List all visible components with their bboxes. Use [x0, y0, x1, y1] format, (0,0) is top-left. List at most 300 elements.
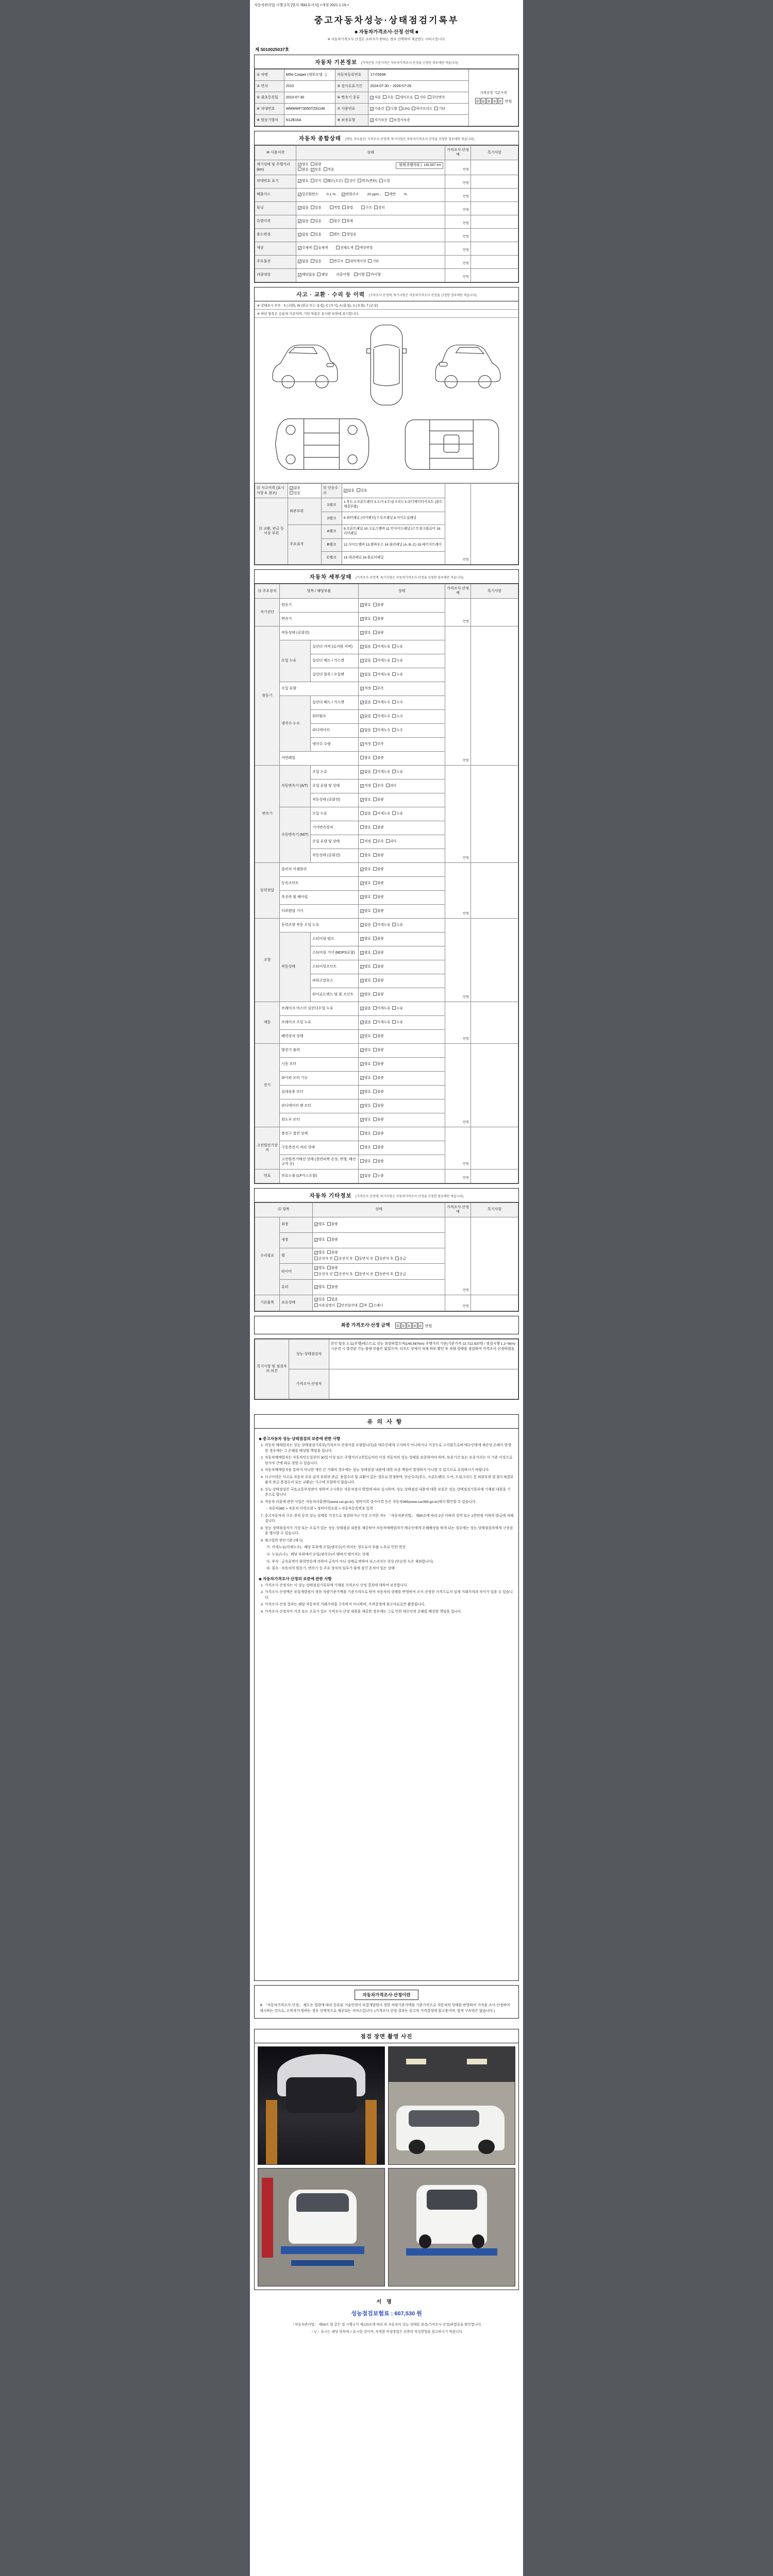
checkbox-icon	[392, 658, 396, 662]
checkbox-icon	[360, 1303, 363, 1307]
checkbox-label: 누유	[396, 645, 403, 649]
checkbox-icon	[373, 1076, 377, 1079]
checkbox-icon	[373, 937, 377, 940]
checkbox-option	[373, 1131, 384, 1137]
photo-lift-arm-shape	[291, 2260, 355, 2266]
checkbox-group	[330, 259, 381, 264]
checkbox-icon	[354, 273, 358, 276]
checkbox-option	[373, 1090, 384, 1095]
state-cell	[296, 215, 445, 228]
state-cell	[359, 1057, 445, 1071]
checkbox-label: 양호	[364, 1160, 371, 1164]
checkbox-group	[314, 1250, 340, 1256]
checkbox-label: 운전석 전	[318, 1273, 333, 1277]
checkbox-option	[360, 1303, 367, 1309]
section-detailed-condition	[254, 569, 519, 1184]
checkbox-option	[360, 881, 371, 886]
price-unit-label: 만원	[425, 1324, 432, 1328]
item-name: 디퍼렌셜 기어	[280, 904, 359, 918]
checkbox-group	[314, 1303, 385, 1309]
checkbox-icon	[373, 617, 377, 620]
checkbox-label: 양호	[318, 1223, 325, 1227]
checkbox-option	[330, 259, 344, 264]
checkbox-label: 미세누유	[377, 923, 391, 927]
checkbox-label: 불량	[377, 1131, 384, 1136]
checkbox-option	[370, 95, 381, 100]
device-group-name: 제동	[255, 1002, 280, 1043]
checkbox-option	[373, 964, 384, 970]
item-name: 발전기 출력	[280, 1043, 359, 1057]
checkbox-group	[360, 1159, 386, 1164]
checkbox-label: 있음	[360, 488, 367, 493]
item-name: 변속기	[280, 612, 359, 626]
price-unit-label: 만원	[505, 99, 512, 104]
checkbox-option	[373, 881, 384, 886]
state-cell	[359, 751, 445, 765]
checkbox-label: 양호	[364, 1104, 371, 1108]
checkbox-option	[360, 1117, 371, 1123]
overall-row	[255, 201, 518, 215]
checkbox-checked-icon: ✓	[298, 207, 301, 211]
state-cell	[313, 1217, 445, 1232]
item-name: 오일 누유	[311, 807, 359, 821]
checkbox-option	[330, 232, 341, 238]
checkbox-option	[373, 1006, 390, 1011]
item-name: 구동축전지 격리 상태	[280, 1141, 359, 1155]
checkbox-option	[392, 714, 403, 719]
diagram-basis-legend: ※ 하단 항목은 승용차 기준이며, 기타 차종은 유사한 부위에 표시합니다.	[255, 310, 518, 318]
price-cell: 만원	[445, 483, 471, 564]
checkbox-group	[290, 486, 313, 496]
checkbox-option	[360, 1174, 371, 1179]
row-label: 주요옵션	[255, 255, 296, 268]
checkbox-option	[386, 107, 397, 112]
photo-rear-window-shape	[427, 2190, 477, 2210]
rank-label: A랭크	[321, 525, 342, 539]
checkbox-label: 이행	[358, 273, 365, 277]
price-cell: 만원	[445, 626, 471, 765]
car-diagram-rear-quarter-icon	[430, 331, 507, 399]
checkbox-icon	[373, 784, 377, 787]
item-name: 추진축 및 베어링	[280, 890, 359, 904]
row-label: 계기상태 및 주행거리(km)	[255, 160, 296, 175]
checkbox-option	[386, 784, 397, 789]
checkbox-icon	[386, 839, 390, 843]
state-cell	[359, 1169, 445, 1183]
note-cell	[471, 1169, 518, 1183]
signature-label: 서명	[376, 2299, 397, 2306]
photo-shadow-shape	[286, 2077, 357, 2112]
checkbox-label: 양호	[364, 853, 371, 857]
state-cell	[359, 890, 445, 904]
checkbox-option	[360, 742, 371, 747]
notice-item: 다. 부식 : 금속표면이 화학반응에 의하여 금속이 아닌 상태로 변하여 부스러지는 현상 (단순한 녹은 제외합니다)	[266, 1560, 433, 1564]
state-cell	[313, 1295, 445, 1311]
checkbox-option	[366, 273, 380, 278]
checkbox-label: 자동	[374, 95, 381, 99]
rank-label: B랭크	[321, 539, 342, 552]
section-title: 자동차 세부상태	[309, 574, 352, 580]
checkbox-label: 미세누유	[377, 1020, 391, 1024]
checkbox-option	[373, 798, 384, 803]
checkbox-icon	[311, 179, 314, 182]
inspector-role-label: 가격조사·산정자	[289, 1369, 329, 1399]
checkbox-option	[373, 1104, 384, 1109]
accident-history-row	[255, 483, 518, 498]
checkbox-label: 훼손(오손)	[327, 179, 343, 183]
checkbox-option	[392, 923, 403, 928]
overall-row	[255, 255, 518, 268]
area-label: 주요골격	[288, 525, 322, 565]
checkbox-icon	[392, 770, 396, 773]
item-name: 오일 유량 및 상태	[311, 835, 359, 849]
checkbox-icon	[360, 853, 364, 857]
checkbox-checked-icon: ✓	[371, 107, 374, 111]
checkbox-option	[375, 1257, 393, 1262]
checkbox-icon	[373, 1006, 377, 1010]
checkbox-option	[346, 259, 366, 264]
checkbox-option	[314, 1250, 325, 1256]
checkbox-label: 양호	[364, 1131, 371, 1136]
checkbox-label: 양호	[364, 617, 371, 621]
checkbox-option	[386, 839, 397, 844]
checkbox-label: 불량	[377, 895, 384, 899]
opinion-header-cell: 특기사항 및 점검자의 의견	[255, 1339, 289, 1399]
checkbox-label: 안전삼각대	[341, 1304, 358, 1308]
checkbox-checked-icon: ✓	[298, 193, 301, 197]
checkbox-option	[327, 1250, 338, 1256]
notice-item: 1. 자동차 매매업자는 성능·상태점검기록부(가격조사·산정서를 포함합니다)를 매수인에게 고지하지 아니하거나 거짓으로 고지함으로써 매수인에게 재산상 손해가 발생한 경우에는 그 손해를 배상할 책임을 집니다.	[261, 1443, 511, 1453]
checkbox-option	[311, 259, 322, 264]
checkbox-icon	[373, 1034, 377, 1038]
row-label: 튜닝	[255, 201, 296, 215]
photo-ceiling-shape	[389, 2047, 515, 2082]
rank-items: 9.프론트패널 10.크로스멤버 11.인사이드패널 17.트렁크플로어 18.리어패널	[342, 525, 445, 539]
checkbox-label: 불량	[377, 909, 384, 913]
checkbox-option	[360, 631, 371, 636]
checkbox-label: 없음	[364, 700, 371, 704]
checkbox-icon	[386, 784, 390, 787]
checkbox-icon	[373, 728, 377, 732]
checkbox-option	[354, 273, 365, 278]
note-cell	[471, 1043, 518, 1127]
inspection-photo-underbody	[258, 2046, 385, 2165]
checkbox-option	[373, 631, 384, 636]
checkbox-icon	[356, 246, 359, 249]
checkbox-label: 미이행	[371, 273, 381, 277]
price-cell: 만원	[445, 175, 471, 188]
current-mileage-box	[396, 162, 443, 169]
checkbox-group	[330, 232, 359, 238]
checkbox-group	[360, 756, 386, 761]
detail-header-row	[255, 584, 518, 599]
checkbox-option	[327, 1297, 338, 1302]
checkbox-label: 누유	[396, 1020, 403, 1024]
checkbox-icon	[374, 206, 378, 209]
price-cell: 만원	[445, 268, 471, 282]
checkbox-option	[311, 179, 322, 184]
row-label: 용도변경	[255, 228, 296, 242]
checkbox-icon	[360, 1159, 364, 1163]
checkbox-option	[360, 1048, 371, 1053]
photo-wheel-shape	[419, 2234, 432, 2248]
checkbox-icon	[373, 1062, 377, 1065]
basic-info-row	[255, 70, 518, 81]
checkbox-group	[360, 895, 386, 900]
checkbox-option	[390, 118, 410, 123]
other-info-table	[255, 1202, 518, 1311]
checkbox-checked-icon: ✓	[361, 923, 364, 927]
field-value: 2024-07-30 ~ 2026-07-29	[368, 81, 469, 92]
checkbox-icon	[337, 1303, 341, 1307]
item-name: 실내송풍 모터	[280, 1085, 359, 1099]
section-notices	[254, 1414, 519, 1981]
checkbox-label: 상이	[349, 179, 356, 183]
checkbox-checked-icon: ✓	[361, 631, 364, 635]
checkbox-option	[361, 206, 372, 211]
field-label: ④ 최초등록일	[255, 92, 284, 104]
checkbox-checked-icon: ✓	[361, 1090, 364, 1094]
checkbox-option	[358, 179, 377, 184]
device-group-name: 자기진단	[255, 598, 280, 626]
checkbox-label: 누유	[396, 1006, 403, 1010]
checkbox-option	[298, 192, 318, 197]
checkbox-icon	[373, 1159, 377, 1163]
inspection-photo-front-on-lift	[258, 2168, 385, 2286]
checkbox-label: 양호	[364, 631, 371, 635]
price-cell: 만원	[445, 1043, 471, 1127]
item-name: 타이어	[280, 1264, 313, 1280]
checkbox-option	[392, 1006, 403, 1011]
checkbox-option	[324, 167, 334, 173]
checkbox-icon	[327, 1297, 331, 1301]
checkbox-option	[373, 978, 384, 984]
checkbox-option	[356, 246, 373, 251]
checkbox-icon	[373, 811, 377, 815]
checkbox-label: 불량	[377, 1104, 384, 1108]
sub-group-name: 냉각수 누수	[280, 696, 311, 751]
checkbox-option	[360, 1159, 371, 1164]
inspection-photos-grid	[255, 2043, 518, 2290]
checkbox-checked-icon: ✓	[298, 260, 301, 264]
checkbox-option	[360, 784, 371, 789]
checkbox-icon	[324, 179, 327, 182]
checkbox-icon	[357, 488, 360, 492]
rank-label: 1랭크	[321, 498, 342, 512]
checkbox-option	[392, 728, 403, 733]
state-cell	[313, 1264, 445, 1280]
checkbox-label: 양호	[364, 895, 371, 899]
note-cell	[471, 175, 518, 188]
checkbox-option	[392, 645, 403, 650]
section-header	[255, 287, 518, 301]
item-name: 동력조향 작동 오일 누유	[280, 918, 359, 932]
checkbox-group	[385, 192, 398, 197]
state-cell	[359, 918, 445, 932]
checkbox-icon	[392, 700, 396, 704]
checkbox-label: 매연	[389, 193, 396, 197]
checkbox-group	[360, 923, 405, 928]
checkbox-group	[298, 192, 321, 197]
checkbox-option	[334, 1257, 352, 1262]
checkbox-option	[369, 1303, 383, 1309]
field-value: 2010-07-30	[284, 92, 335, 104]
checkbox-option	[392, 770, 403, 775]
checkbox-label: 하이브리드	[416, 107, 433, 111]
checkbox-label: 불량	[331, 1238, 338, 1242]
checkbox-icon	[373, 1174, 377, 1177]
price-cell: 만원	[445, 201, 471, 215]
state-cell	[359, 849, 445, 862]
checkbox-icon	[395, 1257, 399, 1260]
row-label: 차대번호 표기	[255, 175, 296, 188]
insurance-fee-label: 성능점검보험료 :	[351, 2311, 393, 2317]
rank-items: 1.후드 2.프론트펜더 3.도어 4.트렁크리드 5.라디에이터서포트 (볼트체결부품)	[342, 498, 445, 512]
note-cell	[471, 160, 518, 175]
checkbox-label: 양호	[364, 1034, 371, 1038]
checkbox-group	[360, 1117, 386, 1123]
car-diagram-front-quarter-icon	[266, 331, 343, 399]
checkbox-label: 화재	[346, 219, 353, 224]
item-name: 파워고압호스	[311, 974, 359, 988]
field-value: 17러5699	[368, 70, 469, 81]
checkbox-icon	[290, 491, 293, 495]
checkbox-label: 미세누수	[377, 714, 391, 718]
photo-light-shape	[406, 2059, 426, 2064]
state-text: %	[404, 193, 407, 197]
section-title: 유의사항	[367, 1418, 406, 1425]
checkbox-icon	[327, 1222, 331, 1226]
checkbox-checked-icon: ✓	[361, 1035, 364, 1039]
checkbox-label: 적정	[364, 686, 371, 690]
column-header: ⑮ 항목	[255, 1202, 313, 1217]
checkbox-icon	[355, 1272, 359, 1276]
checkbox-checked-icon: ✓	[361, 1174, 364, 1178]
checkbox-option	[360, 853, 371, 858]
item-name: 윈도우 모터	[280, 1113, 359, 1127]
state-cell	[359, 1029, 445, 1043]
checkbox-option	[360, 978, 371, 984]
price-digit: 0	[486, 98, 492, 104]
mileage-value: 145,587 km	[424, 163, 441, 167]
checkbox-label: 구조	[365, 206, 372, 210]
checkbox-label: 일산화탄소	[302, 193, 318, 197]
checkbox-icon	[373, 923, 377, 926]
notice-item: 9. 체크항목 판단기준 (예시)	[261, 1538, 303, 1543]
title-block	[254, 10, 519, 53]
checkbox-label: 침수	[333, 219, 341, 224]
state-cell	[359, 1071, 445, 1085]
price-survey-info-title: 자동차가격조사·산정이란	[355, 1990, 418, 2000]
checkbox-icon	[327, 1250, 331, 1254]
checkbox-group	[360, 700, 405, 705]
notice-item: 라. 침수 : 자동차의 원동기, 변속기 등 주요 장치의 일부가 물에 잠긴 흔적이 있는 상태	[266, 1567, 395, 1571]
checkbox-label: 없음	[364, 728, 371, 732]
item-name: 고전원전기배선 상태 (절연피복 손상, 변형, 배선규격 등)	[280, 1155, 359, 1169]
checkbox-option	[298, 273, 315, 278]
checkbox-icon	[360, 1145, 364, 1149]
state-cell	[359, 765, 445, 779]
checkbox-checked-icon: ✓	[361, 728, 364, 733]
checkbox-checked-icon: ✓	[298, 247, 301, 251]
checkbox-option	[336, 246, 353, 251]
checkbox-group	[360, 1131, 386, 1137]
checkbox-label: 부족	[377, 839, 384, 843]
checkbox-icon	[392, 714, 396, 718]
checkbox-icon	[342, 206, 346, 209]
checkbox-option	[373, 839, 384, 844]
basic-info-table	[255, 69, 518, 126]
checkbox-option	[298, 206, 309, 211]
checkbox-label: 없음	[364, 714, 371, 718]
photo-lift-post	[266, 2100, 277, 2164]
item-name: 와이퍼 모터 기능	[280, 1071, 359, 1085]
detail-row	[255, 626, 518, 640]
checkbox-checked-icon: ✓	[298, 163, 301, 167]
checkbox-label: 양호	[364, 798, 371, 802]
price-cell: 만원	[445, 215, 471, 228]
detail-row	[255, 1002, 518, 1015]
note-cell	[471, 598, 518, 626]
checkbox-icon	[392, 811, 396, 815]
checkbox-label: 불량	[377, 1090, 384, 1094]
state-cell	[359, 668, 445, 682]
inspection-document	[250, 0, 523, 2576]
device-group-name: 조향	[255, 918, 280, 1002]
price-cell: 만원	[445, 765, 471, 862]
item-name: 실린더 헤드 / 가스켓	[311, 654, 359, 668]
damage-code-legend: ※ 상태표시 부호 : X (교환), W (판금 또는 용접), C (부식), A (흠집), U (요철), T (손상)	[255, 301, 518, 310]
checkbox-option	[360, 756, 371, 761]
checkbox-option	[373, 1034, 384, 1039]
final-price-label: 최종 가격조사·산정 금액	[341, 1323, 390, 1328]
field-value: N12B16A	[284, 115, 335, 126]
checkbox-icon	[314, 1272, 318, 1276]
checkbox-option	[311, 162, 322, 167]
note-cell	[471, 918, 518, 1002]
opinion-text: 본인 탑승 도로(주행)테스트로 성능 점검하였으며(145,587km) 주행거리 기준(기준가격 12,712,537원 / 점검시행 1.2~5km) 시운전 시 발견된 기능 불량 부품은 없었으며, 리프트 상에서 차체 하부 확인 후 차량 상태를 점검하여 가격조사·산정하였음.	[329, 1339, 518, 1369]
section-note: (가격산정 기준가격은 자동차가격조사·산정을 신청한 경우에만 적습니다)	[361, 62, 458, 65]
item-name: 기어변속장치	[311, 821, 359, 835]
checkbox-option	[373, 672, 390, 677]
state-cell	[296, 175, 445, 188]
checkbox-option	[360, 895, 371, 900]
checkbox-icon	[330, 206, 333, 209]
item-name: 브레이크 오일 누유	[280, 1015, 359, 1029]
opinion-text	[329, 1369, 518, 1399]
overall-row	[255, 242, 518, 255]
checkbox-option	[360, 937, 371, 942]
row-label: ⑫ 단순수리	[321, 483, 342, 498]
checkbox-icon	[373, 1131, 377, 1135]
car-damage-diagrams	[255, 318, 518, 483]
checkbox-group	[370, 107, 447, 112]
checkbox-option	[360, 811, 371, 817]
item-name: 실린더 커버 (로커암 커버)	[311, 640, 359, 654]
checkbox-group	[360, 1034, 386, 1039]
checkbox-label: 없음	[364, 1020, 371, 1024]
checkbox-label: 누유	[396, 658, 403, 663]
rank-items: 6.쿼터패널 (리어펜더) 7.루프패널 8.사이드실패널	[342, 512, 445, 525]
item-name: 라디에이터 팬 모터	[280, 1099, 359, 1113]
checkbox-label: 불량	[377, 1160, 384, 1164]
checkbox-label: 없음	[302, 260, 309, 264]
checkbox-group	[298, 206, 324, 211]
checkbox-option	[344, 488, 355, 494]
checkbox-group	[354, 273, 383, 278]
inspection-photo-garage-side	[388, 2046, 515, 2165]
checkbox-group	[360, 603, 386, 608]
